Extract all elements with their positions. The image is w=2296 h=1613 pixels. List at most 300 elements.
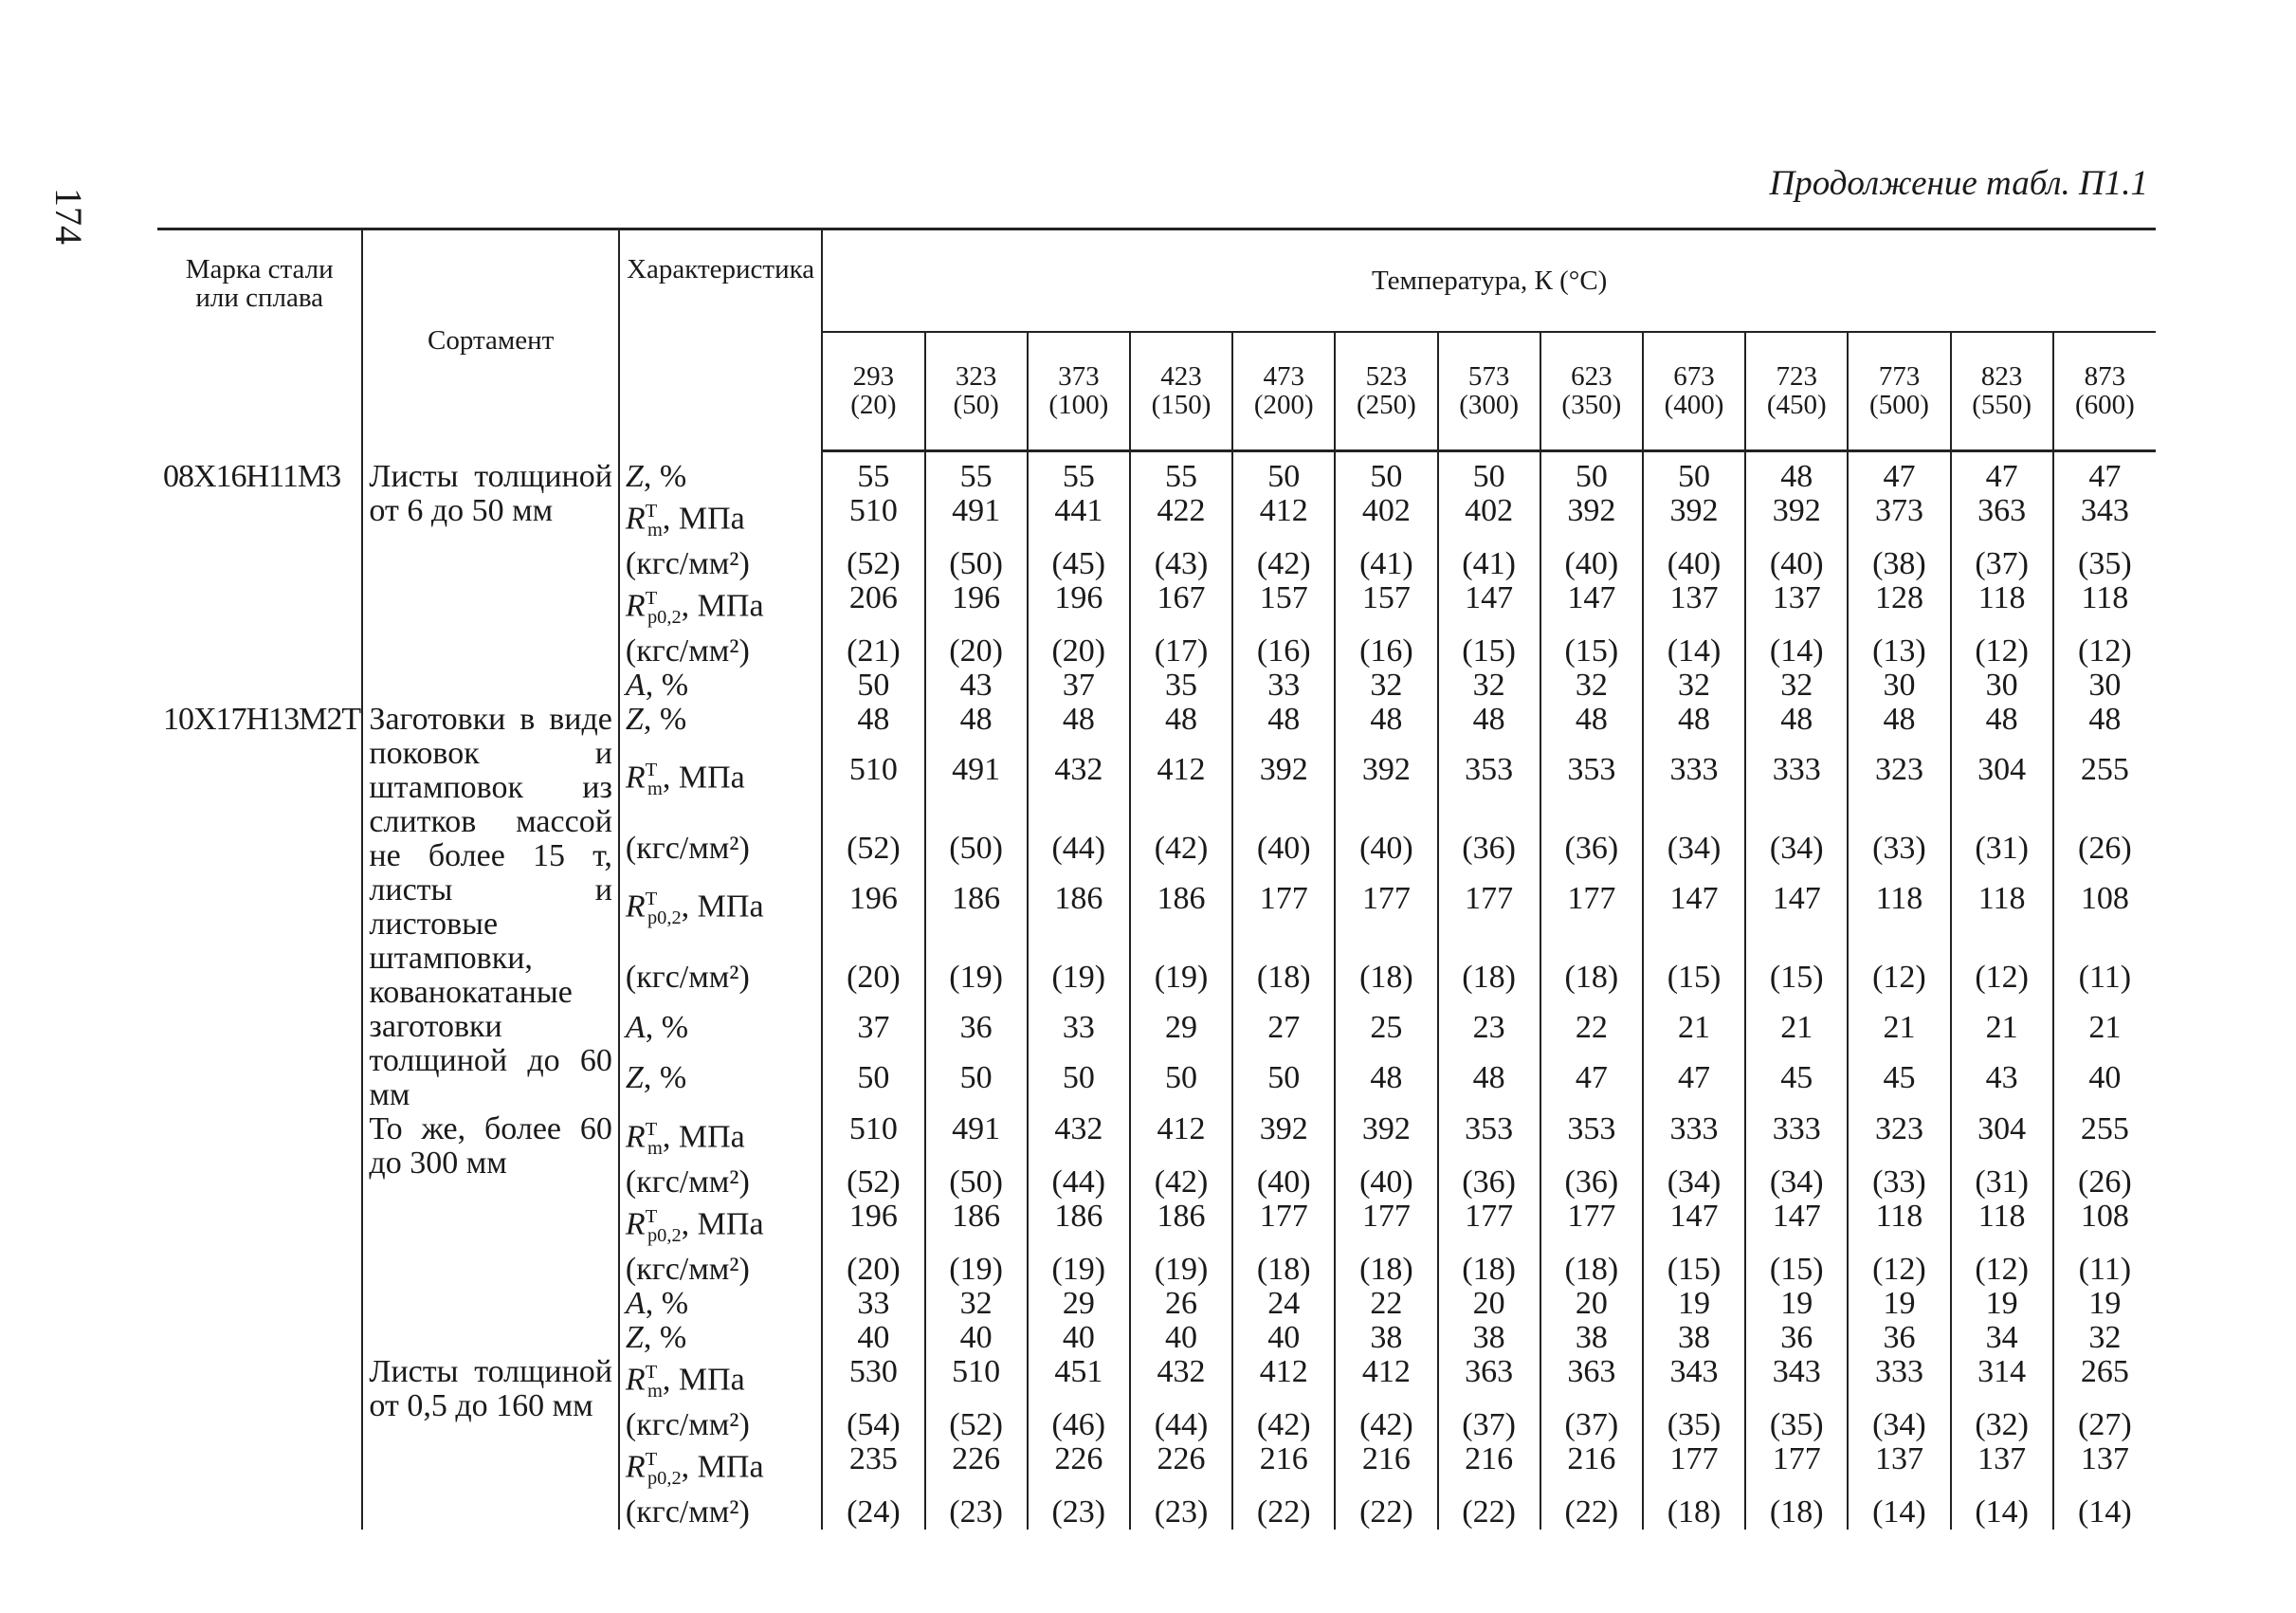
steel-properties-table	[157, 228, 2156, 1530]
value-cell: 177	[1232, 1200, 1335, 1253]
value-cell: (40)	[1745, 547, 1848, 581]
value-cell: 55	[822, 460, 924, 494]
value-cell: 50	[1438, 460, 1540, 494]
value-cell: 235	[822, 1442, 924, 1495]
characteristic-cell: $R^T_m$, МПа	[619, 753, 822, 832]
value-cell: 108	[2053, 882, 2156, 961]
value-cell: 19	[2053, 1287, 2156, 1321]
value-cell: (19)	[1130, 1253, 1232, 1287]
value-cell: 157	[1335, 581, 1437, 634]
value-cell: 157	[1232, 581, 1335, 634]
value-cell: 38	[1335, 1321, 1437, 1355]
characteristic-cell: $R^T_{p0,2}$, МПа	[619, 1442, 822, 1495]
value-cell: 343	[1745, 1355, 1848, 1408]
value-cell: 255	[2053, 1112, 2156, 1165]
value-cell: (42)	[1130, 1165, 1232, 1200]
value-cell: 38	[1643, 1321, 1745, 1355]
value-cell: (34)	[1643, 1165, 1745, 1200]
value-cell: 36	[1848, 1321, 1950, 1355]
characteristic-cell: $R^T_m$, МПа	[619, 1112, 822, 1165]
value-cell: 35	[1130, 669, 1232, 703]
value-cell: (21)	[822, 634, 924, 669]
value-cell: 33	[822, 1287, 924, 1321]
value-cell: 510	[822, 494, 924, 547]
value-cell: 118	[1951, 1200, 2053, 1253]
value-cell: (18)	[1232, 961, 1335, 1011]
value-cell: (50)	[925, 832, 1028, 882]
value-cell: 40	[1232, 1321, 1335, 1355]
value-cell: (18)	[1745, 1495, 1848, 1530]
value-cell: (37)	[1540, 1408, 1643, 1442]
value-cell: (35)	[1643, 1408, 1745, 1442]
table-header	[157, 229, 2156, 451]
value-cell: 108	[2053, 1200, 2156, 1253]
value-cell: 196	[822, 1200, 924, 1253]
value-cell: 363	[1438, 1355, 1540, 1408]
value-cell: 50	[1130, 1061, 1232, 1111]
characteristic-cell: A, %	[619, 1011, 822, 1061]
value-cell: 392	[1540, 494, 1643, 547]
value-cell: 48	[1643, 703, 1745, 753]
characteristic-cell: (кгс/мм²)	[619, 634, 822, 669]
value-cell: 21	[1951, 1011, 2053, 1061]
value-cell: 48	[1028, 703, 1130, 753]
value-cell: 323	[1848, 753, 1950, 832]
sortament-cell: Листы толщиной от 0,5 до 160 мм	[362, 1355, 619, 1530]
value-cell: 137	[1848, 1442, 1950, 1495]
value-cell: 186	[925, 1200, 1028, 1253]
value-cell: 47	[2053, 460, 2156, 494]
value-cell: 226	[1130, 1442, 1232, 1495]
value-cell: 47	[1643, 1061, 1745, 1111]
value-cell: 32	[2053, 1321, 2156, 1355]
value-cell: 118	[1951, 581, 2053, 634]
value-cell: (35)	[1745, 1408, 1848, 1442]
value-cell: 21	[1745, 1011, 1848, 1061]
value-cell: (24)	[822, 1495, 924, 1530]
value-cell: (15)	[1745, 1253, 1848, 1287]
value-cell: 137	[1745, 581, 1848, 634]
value-cell: 40	[1028, 1321, 1130, 1355]
value-cell: (19)	[925, 1253, 1028, 1287]
value-cell: (40)	[1540, 547, 1643, 581]
value-cell: (23)	[1028, 1495, 1130, 1530]
characteristic-cell: $R^T_m$, МПа	[619, 494, 822, 547]
temperature-column-header: 293 (20)	[822, 332, 924, 450]
value-cell: 186	[1028, 1200, 1130, 1253]
value-cell: 432	[1130, 1355, 1232, 1408]
value-cell: 186	[1130, 882, 1232, 961]
value-cell: (20)	[822, 961, 924, 1011]
grade-cell	[157, 1355, 362, 1530]
value-cell: (38)	[1848, 547, 1950, 581]
value-cell: (17)	[1130, 634, 1232, 669]
value-cell: 323	[1848, 1112, 1950, 1165]
value-cell: 451	[1028, 1355, 1130, 1408]
value-cell: 402	[1335, 494, 1437, 547]
value-cell: 333	[1745, 753, 1848, 832]
value-cell: 333	[1643, 1112, 1745, 1165]
value-cell: (22)	[1438, 1495, 1540, 1530]
value-cell: 177	[1335, 882, 1437, 961]
value-cell: 491	[925, 494, 1028, 547]
value-cell: (18)	[1540, 1253, 1643, 1287]
table-continuation-caption: Продолжение табл. П1.1	[1769, 164, 2148, 203]
value-cell: (12)	[1848, 1253, 1950, 1287]
value-cell: (12)	[1848, 961, 1950, 1011]
value-cell: 36	[1745, 1321, 1848, 1355]
value-cell: 34	[1951, 1321, 2053, 1355]
value-cell: (50)	[925, 1165, 1028, 1200]
value-cell: (41)	[1438, 547, 1540, 581]
value-cell: 177	[1335, 1200, 1437, 1253]
value-cell: 50	[1232, 460, 1335, 494]
value-cell: (36)	[1438, 1165, 1540, 1200]
page-number: 174	[47, 188, 90, 245]
value-cell: 255	[2053, 753, 2156, 832]
value-cell: 314	[1951, 1355, 2053, 1408]
value-cell: (18)	[1335, 1253, 1437, 1287]
value-cell: 29	[1028, 1287, 1130, 1321]
characteristic-cell: (кгс/мм²)	[619, 961, 822, 1011]
value-cell: (31)	[1951, 1165, 2053, 1200]
header-characteristic: Характеристика	[619, 229, 822, 451]
value-cell: (26)	[2053, 832, 2156, 882]
value-cell: (15)	[1745, 961, 1848, 1011]
value-cell: 412	[1130, 753, 1232, 832]
value-cell: 412	[1335, 1355, 1437, 1408]
value-cell: 40	[2053, 1061, 2156, 1111]
value-cell: 40	[822, 1321, 924, 1355]
value-cell: 48	[1438, 703, 1540, 753]
value-cell: 353	[1438, 753, 1540, 832]
value-cell: (37)	[1951, 547, 2053, 581]
value-cell: 177	[1540, 882, 1643, 961]
value-cell: 43	[925, 669, 1028, 703]
value-cell: (52)	[822, 1165, 924, 1200]
value-cell: 32	[1643, 669, 1745, 703]
value-cell: (14)	[1848, 1495, 1950, 1530]
value-cell: 392	[1335, 753, 1437, 832]
value-cell: 48	[822, 703, 924, 753]
value-cell: 47	[1951, 460, 2053, 494]
value-cell: 22	[1540, 1011, 1643, 1061]
value-cell: 432	[1028, 753, 1130, 832]
table-row	[157, 460, 2156, 494]
value-cell: (12)	[1951, 634, 2053, 669]
value-cell: (15)	[1438, 634, 1540, 669]
value-cell: 29	[1130, 1011, 1232, 1061]
value-cell: 137	[1951, 1442, 2053, 1495]
value-cell: (52)	[925, 1408, 1028, 1442]
value-cell: 530	[822, 1355, 924, 1408]
value-cell: 55	[1130, 460, 1232, 494]
value-cell: 25	[1335, 1011, 1437, 1061]
temperature-column-header: 323 (50)	[925, 332, 1028, 450]
value-cell: (32)	[1951, 1408, 2053, 1442]
value-cell: 343	[2053, 494, 2156, 547]
value-cell: (34)	[1745, 1165, 1848, 1200]
value-cell: 30	[1951, 669, 2053, 703]
table-row	[157, 1112, 2156, 1165]
value-cell: (19)	[1130, 961, 1232, 1011]
value-cell: (14)	[1951, 1495, 2053, 1530]
value-cell: 45	[1745, 1061, 1848, 1111]
characteristic-cell: (кгс/мм²)	[619, 1408, 822, 1442]
value-cell: 333	[1745, 1112, 1848, 1165]
value-cell: 412	[1232, 1355, 1335, 1408]
value-cell: 402	[1438, 494, 1540, 547]
characteristic-cell: Z, %	[619, 460, 822, 494]
value-cell: 491	[925, 1112, 1028, 1165]
value-cell: 33	[1232, 669, 1335, 703]
value-cell: (44)	[1028, 1165, 1130, 1200]
value-cell: 422	[1130, 494, 1232, 547]
value-cell: (33)	[1848, 1165, 1950, 1200]
value-cell: 304	[1951, 753, 2053, 832]
value-cell: (52)	[822, 832, 924, 882]
value-cell: 137	[2053, 1442, 2156, 1495]
value-cell: 343	[1643, 1355, 1745, 1408]
value-cell: 118	[1848, 882, 1950, 961]
value-cell: 392	[1335, 1112, 1437, 1165]
value-cell: (34)	[1643, 832, 1745, 882]
characteristic-cell: Z, %	[619, 1321, 822, 1355]
value-cell: (12)	[1951, 961, 2053, 1011]
value-cell: (12)	[1951, 1253, 2053, 1287]
value-cell: 48	[925, 703, 1028, 753]
value-cell: 43	[1951, 1061, 2053, 1111]
value-cell: 19	[1951, 1287, 2053, 1321]
value-cell: (19)	[1028, 1253, 1130, 1287]
value-cell: 333	[1848, 1355, 1950, 1408]
sortament-cell: Заготовки в виде поковок и штамповок из слитков массой не более 15 т, листы и листовые штамповки, кованокатаные заготовки толщиной до 60 мм	[362, 703, 619, 1112]
characteristic-cell: (кгс/мм²)	[619, 1495, 822, 1530]
value-cell: 37	[822, 1011, 924, 1061]
value-cell: 48	[1438, 1061, 1540, 1111]
value-cell: 32	[1745, 669, 1848, 703]
value-cell: 216	[1335, 1442, 1437, 1495]
value-cell: (43)	[1130, 547, 1232, 581]
value-cell: (44)	[1028, 832, 1130, 882]
value-cell: 177	[1745, 1442, 1848, 1495]
value-cell: (42)	[1130, 832, 1232, 882]
value-cell: 196	[1028, 581, 1130, 634]
value-cell: 19	[1848, 1287, 1950, 1321]
value-cell: 363	[1540, 1355, 1643, 1408]
value-cell: 186	[1028, 882, 1130, 961]
header-grade: Марка стали или сплава	[157, 229, 362, 451]
value-cell: (19)	[1028, 961, 1130, 1011]
value-cell: 432	[1028, 1112, 1130, 1165]
value-cell: 55	[1028, 460, 1130, 494]
value-cell: 48	[1745, 703, 1848, 753]
value-cell: (18)	[1643, 1495, 1745, 1530]
value-cell: (34)	[1745, 832, 1848, 882]
value-cell: 48	[1232, 703, 1335, 753]
temperature-column-header: 473 (200)	[1232, 332, 1335, 450]
value-cell: (36)	[1438, 832, 1540, 882]
value-cell: 50	[1028, 1061, 1130, 1111]
value-cell: (54)	[822, 1408, 924, 1442]
value-cell: 33	[1028, 1011, 1130, 1061]
value-cell: (13)	[1848, 634, 1950, 669]
value-cell: 353	[1540, 1112, 1643, 1165]
value-cell: (40)	[1643, 547, 1745, 581]
value-cell: 412	[1130, 1112, 1232, 1165]
value-cell: 510	[822, 1112, 924, 1165]
grade-cell: 08Х16Н11М3	[163, 458, 341, 494]
value-cell: (15)	[1540, 634, 1643, 669]
characteristic-cell: $R^T_{p0,2}$, МПа	[619, 1200, 822, 1253]
characteristic-cell: Z, %	[619, 703, 822, 753]
value-cell: 216	[1540, 1442, 1643, 1495]
characteristic-cell: (кгс/мм²)	[619, 1165, 822, 1200]
value-cell: 32	[1438, 669, 1540, 703]
value-cell: 177	[1438, 882, 1540, 961]
value-cell: 48	[1745, 460, 1848, 494]
value-cell: (15)	[1643, 961, 1745, 1011]
temperature-column-header: 723 (450)	[1745, 332, 1848, 450]
value-cell: 353	[1438, 1112, 1540, 1165]
header-sortament: Сортамент	[362, 229, 619, 451]
value-cell: (52)	[822, 547, 924, 581]
characteristic-cell: $R^T_{p0,2}$, МПа	[619, 581, 822, 634]
value-cell: 412	[1232, 494, 1335, 547]
value-cell: 40	[1130, 1321, 1232, 1355]
value-cell: 19	[1745, 1287, 1848, 1321]
value-cell: 196	[822, 882, 924, 961]
table-body	[157, 450, 2156, 1530]
sortament-cell: Листы толщиной от 6 до 50 мм	[362, 460, 619, 703]
value-cell: (15)	[1643, 1253, 1745, 1287]
value-cell: 392	[1232, 1112, 1335, 1165]
value-cell: (37)	[1438, 1408, 1540, 1442]
value-cell: 177	[1438, 1200, 1540, 1253]
grade-cell: 10Х17Н13М2Т	[163, 701, 361, 737]
value-cell: (22)	[1335, 1495, 1437, 1530]
value-cell: 491	[925, 753, 1028, 832]
header-temperature: Температура, К (°С)	[822, 229, 2156, 332]
value-cell: 48	[2053, 703, 2156, 753]
value-cell: 147	[1745, 882, 1848, 961]
value-cell: 118	[2053, 581, 2156, 634]
value-cell: 373	[1848, 494, 1950, 547]
characteristic-cell: (кгс/мм²)	[619, 832, 822, 882]
value-cell: 50	[822, 669, 924, 703]
value-cell: (18)	[1540, 961, 1643, 1011]
value-cell: (20)	[925, 634, 1028, 669]
temperature-column-header: 523 (250)	[1335, 332, 1437, 450]
value-cell: (20)	[822, 1253, 924, 1287]
value-cell: 128	[1848, 581, 1950, 634]
value-cell: 147	[1643, 882, 1745, 961]
value-cell: 47	[1540, 1061, 1643, 1111]
value-cell: (23)	[1130, 1495, 1232, 1530]
value-cell: 50	[1643, 460, 1745, 494]
value-cell: (11)	[2053, 961, 2156, 1011]
value-cell: (14)	[2053, 1495, 2156, 1530]
value-cell: 26	[1130, 1287, 1232, 1321]
value-cell: (50)	[925, 547, 1028, 581]
value-cell: 38	[1438, 1321, 1540, 1355]
value-cell: 147	[1438, 581, 1540, 634]
temperature-column-header: 823 (550)	[1951, 332, 2053, 450]
value-cell: (42)	[1335, 1408, 1437, 1442]
value-cell: (42)	[1232, 547, 1335, 581]
value-cell: 38	[1540, 1321, 1643, 1355]
value-cell: 50	[822, 1061, 924, 1111]
value-cell: 333	[1643, 753, 1745, 832]
value-cell: (42)	[1232, 1408, 1335, 1442]
temperature-column-header: 873 (600)	[2053, 332, 2156, 450]
value-cell: 216	[1438, 1442, 1540, 1495]
value-cell: 32	[925, 1287, 1028, 1321]
value-cell: 48	[1130, 703, 1232, 753]
temperature-column-header: 373 (100)	[1028, 332, 1130, 450]
value-cell: 50	[1232, 1061, 1335, 1111]
characteristic-cell: A, %	[619, 669, 822, 703]
value-cell: 48	[1335, 1061, 1437, 1111]
value-cell: 363	[1951, 494, 2053, 547]
value-cell: 50	[925, 1061, 1028, 1111]
value-cell: 37	[1028, 669, 1130, 703]
temperature-column-header: 673 (400)	[1643, 332, 1745, 450]
value-cell: (11)	[2053, 1253, 2156, 1287]
value-cell: 177	[1643, 1442, 1745, 1495]
value-cell: 50	[1540, 460, 1643, 494]
value-cell: (18)	[1438, 961, 1540, 1011]
value-cell: 392	[1745, 494, 1848, 547]
table-row	[157, 703, 2156, 753]
value-cell: (41)	[1335, 547, 1437, 581]
value-cell: (22)	[1540, 1495, 1643, 1530]
temperature-column-header: 623 (350)	[1540, 332, 1643, 450]
value-cell: 30	[1848, 669, 1950, 703]
value-cell: (20)	[1028, 634, 1130, 669]
value-cell: 45	[1848, 1061, 1950, 1111]
value-cell: 21	[2053, 1011, 2156, 1061]
sortament-cell: То же, более 60 до 300 мм	[362, 1112, 619, 1355]
value-cell: 118	[1951, 882, 2053, 961]
value-cell: 226	[1028, 1442, 1130, 1495]
value-cell: 304	[1951, 1112, 2053, 1165]
table-row	[157, 1355, 2156, 1408]
value-cell: 30	[2053, 669, 2156, 703]
value-cell: (27)	[2053, 1408, 2156, 1442]
value-cell: (46)	[1028, 1408, 1130, 1442]
value-cell: 20	[1438, 1287, 1540, 1321]
value-cell: 353	[1540, 753, 1643, 832]
characteristic-cell: $R^T_{p0,2}$, МПа	[619, 882, 822, 961]
characteristic-cell: (кгс/мм²)	[619, 547, 822, 581]
value-cell: 226	[925, 1442, 1028, 1495]
value-cell: (33)	[1848, 832, 1950, 882]
value-cell: 147	[1540, 581, 1643, 634]
value-cell: (45)	[1028, 547, 1130, 581]
value-cell: 48	[1951, 703, 2053, 753]
value-cell: 186	[925, 882, 1028, 961]
value-cell: (44)	[1130, 1408, 1232, 1442]
value-cell: (36)	[1540, 832, 1643, 882]
value-cell: 55	[925, 460, 1028, 494]
value-cell: (18)	[1335, 961, 1437, 1011]
value-cell: 19	[1643, 1287, 1745, 1321]
value-cell: 21	[1643, 1011, 1745, 1061]
value-cell: (40)	[1335, 832, 1437, 882]
temperature-column-header: 423 (150)	[1130, 332, 1232, 450]
value-cell: 392	[1643, 494, 1745, 547]
